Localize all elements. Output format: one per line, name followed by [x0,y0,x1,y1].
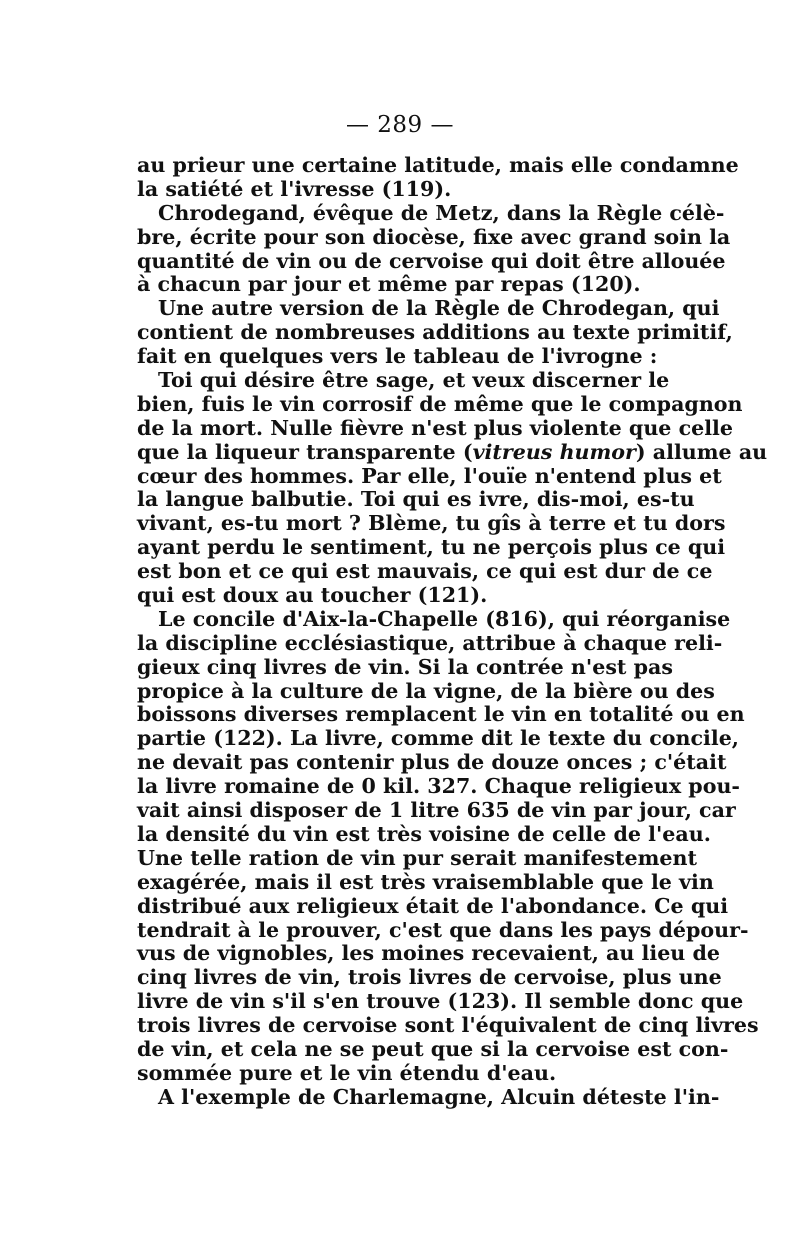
text-line: exagérée, mais il est très vraisemblable que le vin [137,869,714,894]
text-line: gieux cinq livres de vin. Si la contrée n'est pas [137,654,673,679]
text-line: qui est doux au toucher (121). [137,583,488,608]
text-line: Toi qui désire être sage, et veux discerner le [158,368,670,393]
text-line: au prieur une certaine latitude, mais elle condamne [137,153,739,177]
text-line: partie (122). La livre, comme dit le texte du concile, [137,726,739,751]
text-line: livre de vin s'il s'en trouve (123). Il semble donc que [137,989,744,1014]
text-line: sommée pure et le vin étendu d'eau. [137,1060,557,1085]
text-line: ayant perdu le sentiment, tu ne perçois plus ce qui [137,535,726,560]
text-line: distribué aux religieux était de l'abondance. Ce qui [137,893,729,918]
text-line: à chacun par jour et même par repas (120). [137,272,641,297]
text-line: la langue balbutie. Toi qui es ivre, dis-moi, es-tu [137,487,695,512]
text-line: que la liqueur transparente (vitreus humor) allume au [137,439,768,464]
text-line: Chrodegand, évêque de Metz, dans la Règle célè- [158,200,725,225]
text-line: Le concile d'Aix-la-Chapelle (816), qui réorganise [158,606,731,631]
text-line: de la mort. Nulle fièvre n'est plus violente que celle [137,415,733,440]
text-line: cinq livres de vin, trois livres de cervoise, plus une [137,965,722,990]
text-line: trois livres de cervoise sont l'équivalent de cinq livres [137,1013,759,1038]
body-text [137,153,768,1110]
text-line: bre, écrite pour son diocèse, fixe avec grand soin la [137,224,731,249]
text-line: de vin, et cela ne se peut que si la cervoise est con- [137,1036,729,1061]
text-line: quantité de vin ou de cervoise qui doit être allouée [137,248,726,273]
text-line: fait en quelques vers le tableau de l'ivrogne : [137,344,658,369]
text-line: boissons diverses remplacent le vin en totalité ou en [137,702,745,727]
text-line: la livre romaine de 0 kil. 327. Chaque religieux pou- [137,774,740,799]
text-line: contient de nombreuses additions au texte primitif, [137,320,733,345]
text-line: ne devait pas contenir plus de douze onces ; c'était [137,750,727,775]
text-line: vait ainsi disposer de 1 litre 635 de vin par jour, car [137,798,736,823]
text-line: la densité du vin est très voisine de celle de l'eau. [137,821,711,846]
text-line: la discipline ecclésiastique, attribue à chaque reli- [137,630,723,655]
text-line: vus de vignobles, les moines recevaient, au lieu de [137,941,720,966]
text-line: cœur des hommes. Par elle, l'ouïe n'entend plus et [137,463,722,488]
text-line: propice à la culture de la vigne, de la bière ou des [137,678,715,703]
text-line: bien, fuis le vin corrosif de même que le compagnon [137,391,743,416]
page-number: — 289 — [345,112,455,138]
text-line: vivant, es-tu mort ? Blème, tu gîs à terre et tu dors [137,511,726,536]
text-line: A l'exemple de Charlemagne, Alcuin déteste l'in- [158,1084,720,1109]
text-line: Une autre version de la Règle de Chrodegan, qui [158,296,720,321]
text-line: Une telle ration de vin pur serait manifestement [137,845,698,870]
text-line: est bon et ce qui est mauvais, ce qui est dur de ce [137,559,713,584]
text-line: la satiété et l'ivresse (119). [137,176,452,201]
text-line: tendrait à le prouver, c'est que dans les pays dépour- [137,917,749,942]
